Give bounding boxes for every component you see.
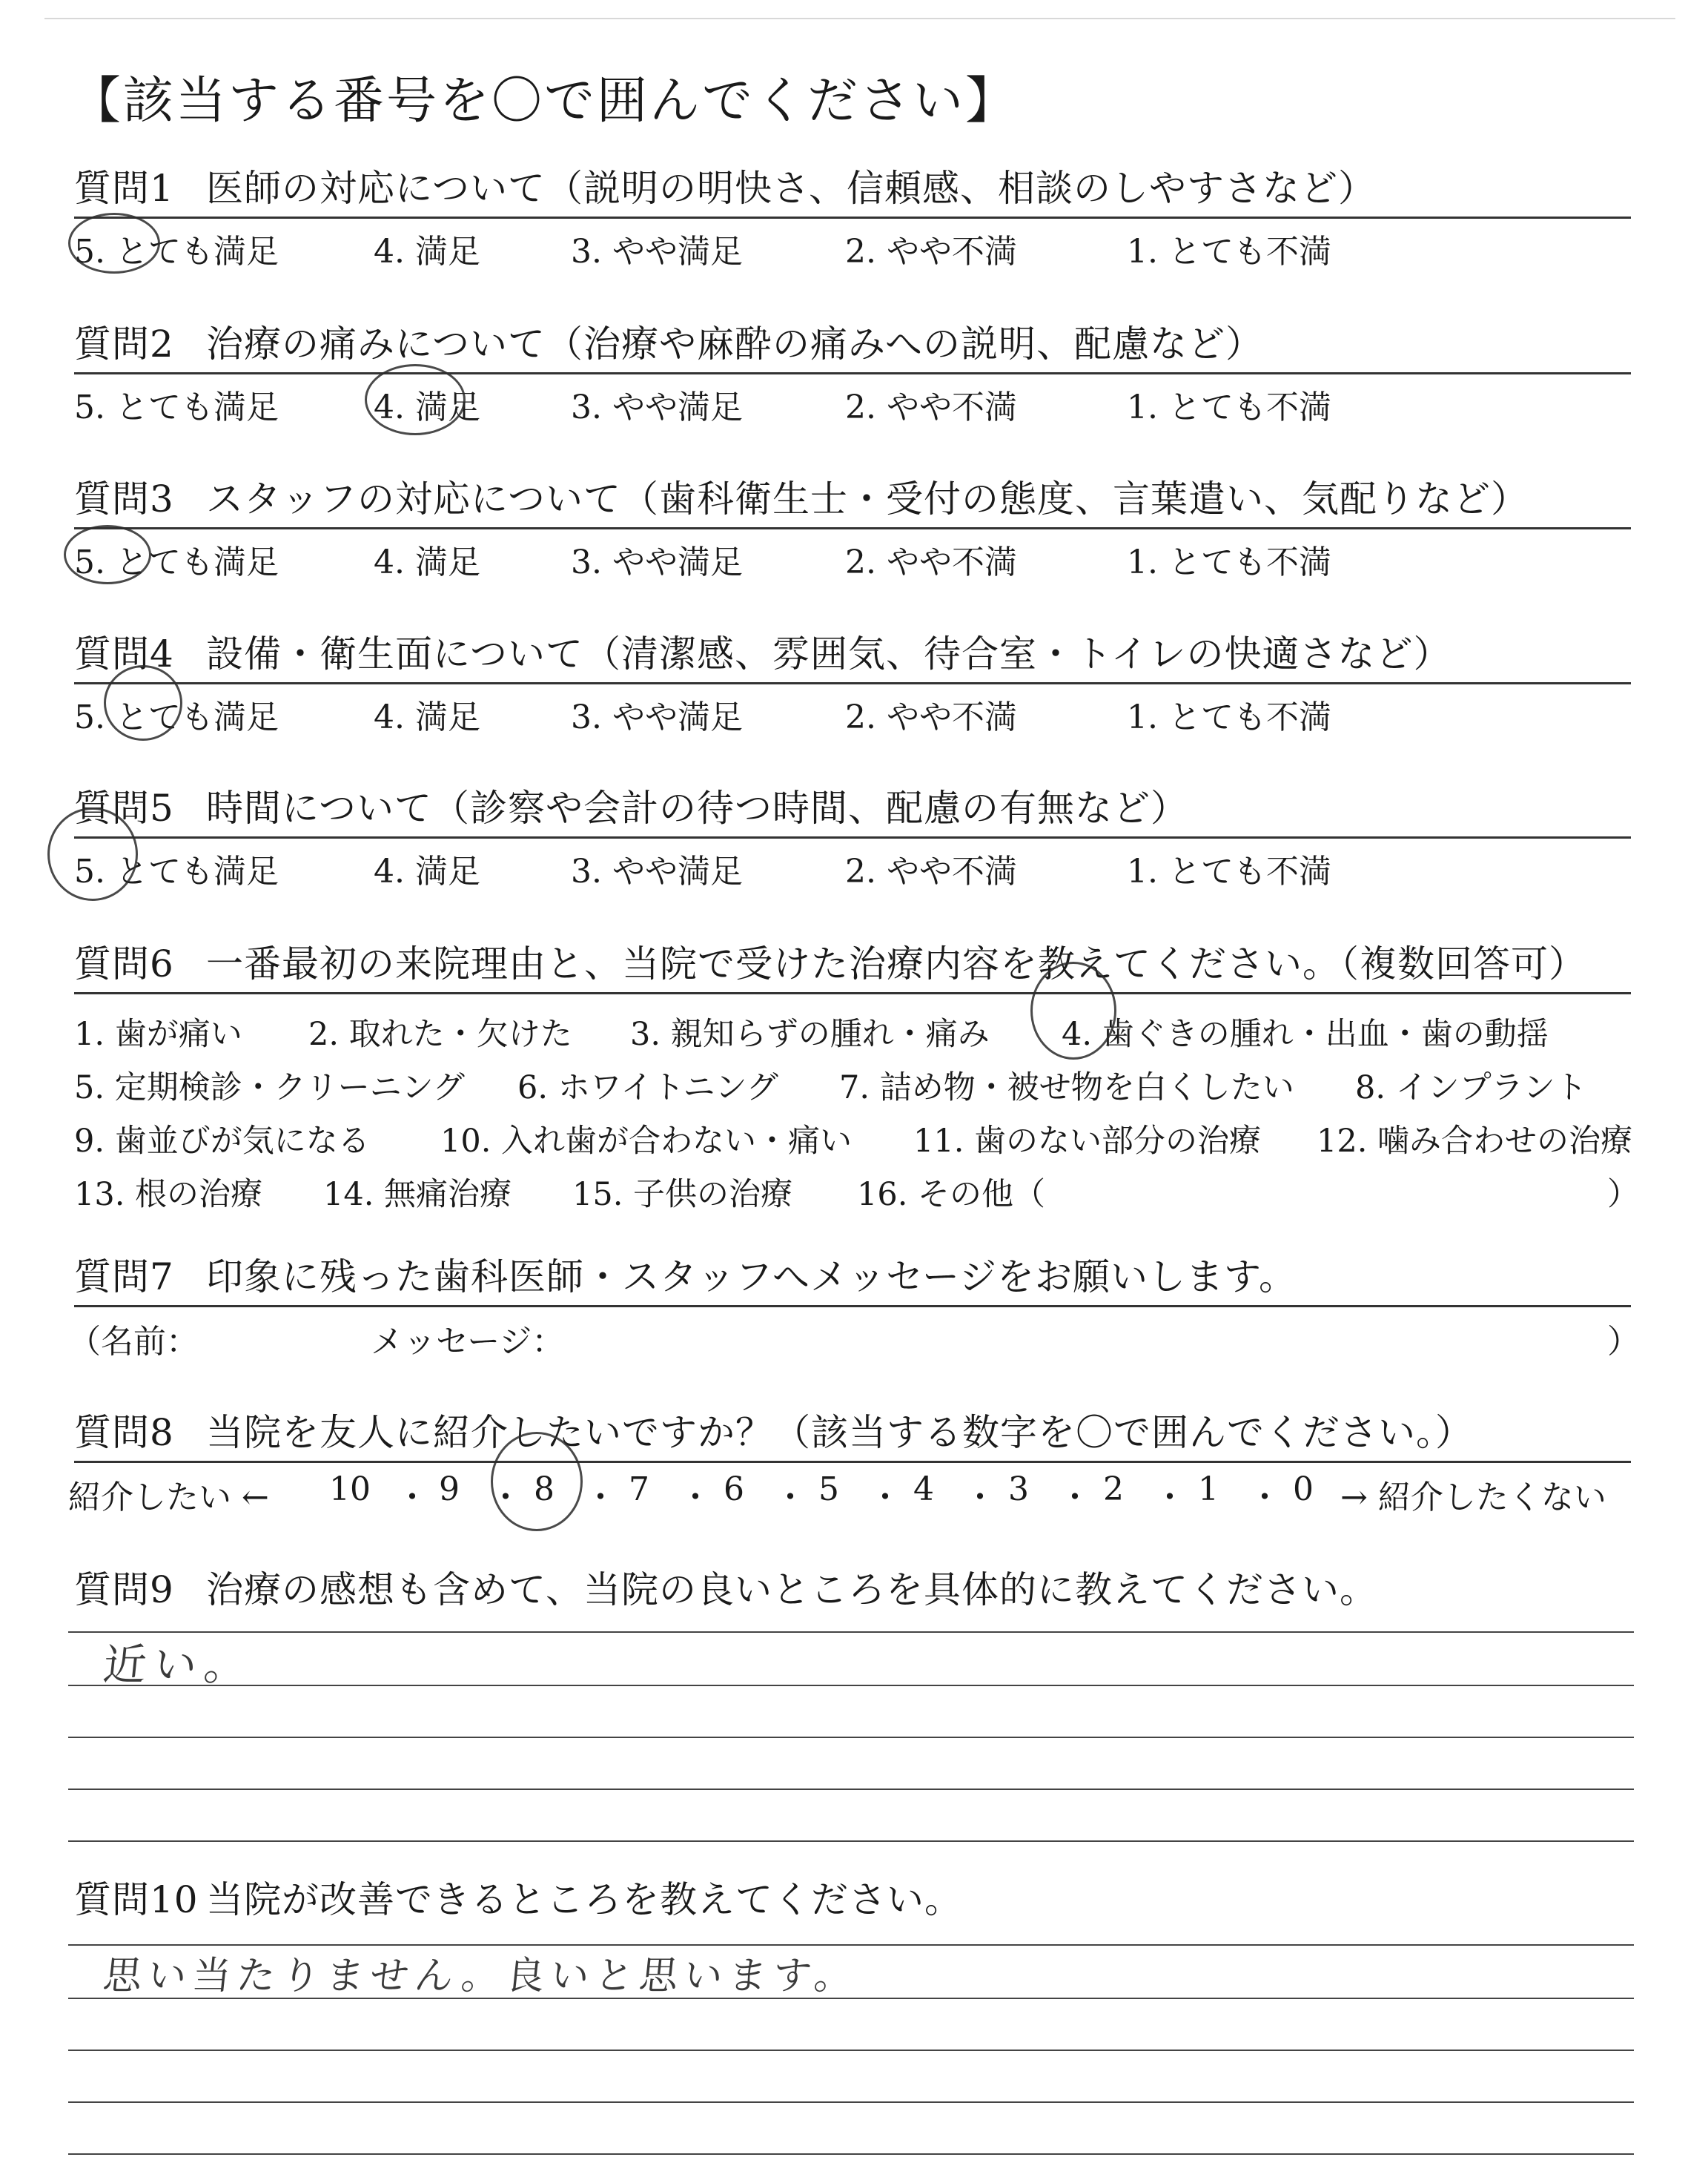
rating-option-4[interactable]: 4. 満足 xyxy=(374,389,480,426)
rating-option-2[interactable]: 2. やや不満 xyxy=(845,389,1017,426)
scale-separator: ・ xyxy=(1059,1479,1091,1516)
scale-separator: ・ xyxy=(489,1479,522,1516)
reason-options-grid xyxy=(74,994,1639,1217)
answer-line xyxy=(68,2101,1634,2103)
rating-option-5[interactable]: 5. とても満足 xyxy=(74,544,279,581)
question-10-header xyxy=(74,1876,1631,1928)
question-text: 当院が改善できるところを教えてください。 xyxy=(206,1878,962,1921)
reason-option-2[interactable]: 2. 取れた・欠けた xyxy=(308,1016,572,1053)
scale-value-1[interactable]: 1 xyxy=(1198,1470,1219,1508)
handwritten-answer-q10: 思い当たりません。良いと思います。 xyxy=(101,1954,861,1998)
reason-option-9[interactable]: 9. 歯並びが気になる xyxy=(74,1123,370,1160)
question-8 xyxy=(68,1409,1631,1516)
rating-option-2[interactable]: 2. やや不満 xyxy=(845,233,1017,271)
question-number: 質問6 xyxy=(74,942,174,985)
question-2-header xyxy=(74,320,1631,374)
reason-option-3[interactable]: 3. 親知らずの腫れ・痛み xyxy=(630,1016,990,1053)
recommend-scale xyxy=(68,1463,1631,1516)
answer-line xyxy=(68,2153,1634,2155)
message-label: メッセージ： xyxy=(371,1323,565,1361)
reason-option-12[interactable]: 12. 噛み合わせの治療 xyxy=(1317,1123,1633,1160)
reason-option-8[interactable]: 8. インプラント xyxy=(1355,1069,1587,1106)
scale-separator: ・ xyxy=(1153,1479,1186,1516)
scale-value-0[interactable]: 0 xyxy=(1293,1470,1314,1508)
reason-option-14[interactable]: 14. 無痛治療 xyxy=(323,1176,512,1213)
message-close-paren: ） xyxy=(1607,1323,1640,1361)
rating-options xyxy=(74,839,1631,891)
rating-option-1[interactable]: 1. とても不満 xyxy=(1127,853,1331,891)
rating-option-4[interactable]: 4. 満足 xyxy=(374,698,480,736)
question-number: 質問9 xyxy=(74,1568,174,1611)
scale-value-7[interactable]: 7 xyxy=(629,1470,649,1508)
question-1 xyxy=(74,165,1631,271)
rating-option-3[interactable]: 3. やや満足 xyxy=(571,233,743,271)
question-text: スタッフの対応について（歯科衛生士・受付の態度、言葉遣い、気配りなど） xyxy=(206,478,1529,521)
rating-options xyxy=(74,374,1631,426)
question-10 xyxy=(74,1876,1631,1928)
question-text: 医師の対応について（説明の明快さ、信頼感、相談のしやすさなど） xyxy=(206,167,1376,210)
question-number: 質問1 xyxy=(74,167,174,210)
question-6 xyxy=(74,940,1639,1217)
rating-option-3[interactable]: 3. やや満足 xyxy=(571,544,743,581)
question-4 xyxy=(74,630,1631,736)
rating-option-3[interactable]: 3. やや満足 xyxy=(571,389,743,426)
rating-option-2[interactable]: 2. やや不満 xyxy=(845,853,1017,891)
scale-value-6[interactable]: 6 xyxy=(724,1470,744,1508)
question-7 xyxy=(68,1253,1640,1361)
answer-line xyxy=(68,1840,1634,1842)
form-title: 【該当する番号を〇で囲んでください】 xyxy=(70,72,1019,131)
scale-separator: ・ xyxy=(869,1479,901,1516)
question-number: 質問7 xyxy=(74,1255,174,1298)
question-9 xyxy=(74,1566,1631,1618)
question-4-header xyxy=(74,630,1631,684)
handwritten-answer-q9: 近い。 xyxy=(100,1639,258,1690)
circle-mark xyxy=(104,665,182,741)
reason-option-15[interactable]: 15. 子供の治療 xyxy=(572,1176,793,1213)
rating-option-4[interactable]: 4. 満足 xyxy=(374,544,480,581)
reason-option-1[interactable]: 1. 歯が痛い xyxy=(74,1016,242,1053)
scale-separator: ・ xyxy=(679,1479,712,1516)
circle-mark xyxy=(365,364,466,435)
circle-mark xyxy=(491,1432,583,1531)
scale-right-label: → 紹介したくない xyxy=(1340,1479,1606,1516)
question-8-header xyxy=(74,1409,1631,1463)
rating-option-5[interactable]: 5. とても満足 xyxy=(74,389,279,426)
circle-mark xyxy=(47,807,138,901)
rating-option-5[interactable]: 5. とても満足 xyxy=(74,698,279,736)
scale-separator: ・ xyxy=(1248,1479,1281,1516)
name-label: （名前： xyxy=(68,1323,199,1361)
rating-options xyxy=(74,219,1631,271)
reason-option-13[interactable]: 13. 根の治療 xyxy=(74,1176,263,1213)
rating-option-4[interactable]: 4. 満足 xyxy=(374,853,480,891)
rating-option-3[interactable]: 3. やや満足 xyxy=(571,853,743,891)
rating-options xyxy=(74,684,1631,736)
question-number: 質問3 xyxy=(74,478,174,521)
question-3 xyxy=(74,475,1631,581)
question-5-header xyxy=(74,785,1631,839)
rating-option-2[interactable]: 2. やや不満 xyxy=(845,698,1017,736)
rating-option-1[interactable]: 1. とても不満 xyxy=(1127,389,1331,426)
reason-option-16[interactable]: 16. その他（ xyxy=(857,1176,1046,1213)
scale-value-10[interactable]: 10 xyxy=(329,1470,371,1508)
reason-option-10[interactable]: 10. 入れ歯が合わない・痛い xyxy=(440,1123,853,1160)
question-text: 治療の感想も含めて、当院の良いところを具体的に教えてください。 xyxy=(206,1568,1377,1611)
scale-separator: ・ xyxy=(584,1479,617,1516)
rating-option-4[interactable]: 4. 満足 xyxy=(374,233,480,271)
question-number: 質問8 xyxy=(74,1411,174,1454)
rating-option-1[interactable]: 1. とても不満 xyxy=(1127,544,1331,581)
question-number: 質問2 xyxy=(74,323,174,366)
reason-option-11[interactable]: 11. 歯のない部分の治療 xyxy=(913,1123,1262,1160)
question-text: 当院を友人に紹介したいですか？（該当する数字を〇で囲んでください。） xyxy=(206,1411,1473,1454)
rating-option-5[interactable]: 5. とても満足 xyxy=(74,233,279,271)
question-7-header xyxy=(74,1253,1631,1307)
rating-option-2[interactable]: 2. やや不満 xyxy=(845,544,1017,581)
scale-value-9[interactable]: 9 xyxy=(439,1470,460,1508)
reason-option-7[interactable]: 7. 詰め物・被せ物を白くしたい xyxy=(839,1069,1294,1106)
rating-option-5[interactable]: 5. とても満足 xyxy=(74,853,279,891)
rating-option-3[interactable]: 3. やや満足 xyxy=(571,698,743,736)
top-edge-line xyxy=(44,18,1675,19)
question-6-header xyxy=(74,940,1631,994)
scale-left-label: 紹介したい ← xyxy=(68,1479,269,1516)
question-3-header xyxy=(74,475,1631,529)
circle-mark xyxy=(64,525,151,584)
question-2 xyxy=(74,320,1631,426)
scale-separator: ・ xyxy=(964,1479,996,1516)
question-text: 設備・衛生面について（清潔感、雰囲気、待合室・トイレの快適さなど） xyxy=(206,633,1452,676)
reason-option-4[interactable]: 4. 歯ぐきの腫れ・出血・歯の動揺 xyxy=(1062,1016,1549,1053)
question-number: 質問10 xyxy=(74,1878,199,1921)
scale-value-5[interactable]: 5 xyxy=(818,1470,839,1508)
scale-separator: ・ xyxy=(774,1479,807,1516)
answer-line xyxy=(68,1737,1634,1738)
scale-value-2[interactable]: 2 xyxy=(1103,1470,1124,1508)
scale-separator: ・ xyxy=(396,1479,428,1516)
question-number: 質問4 xyxy=(74,633,174,676)
answer-line xyxy=(68,2050,1634,2051)
circle-mark xyxy=(68,213,160,274)
rating-option-1[interactable]: 1. とても不満 xyxy=(1127,698,1331,736)
question-1-header xyxy=(74,165,1631,219)
question-number: 質問5 xyxy=(74,787,174,830)
rating-options xyxy=(74,529,1631,581)
question-text: 時間について（診察や会計の待つ時間、配慮の有無など） xyxy=(206,787,1188,830)
scale-value-4[interactable]: 4 xyxy=(913,1470,934,1508)
scale-value-8[interactable]: 8 xyxy=(534,1470,555,1508)
message-line xyxy=(68,1307,1640,1361)
other-close-paren: ） xyxy=(1607,1176,1639,1213)
question-text: 一番最初の来院理由と、当院で受けた治療内容を教えてください。（複数回答可） xyxy=(206,942,1586,985)
answer-line xyxy=(68,1685,1634,1686)
question-5 xyxy=(74,785,1631,891)
answer-line xyxy=(68,1631,1634,1633)
question-text: 印象に残った歯科医師・スタッフへメッセージをお願いします。 xyxy=(206,1255,1297,1298)
reason-option-5[interactable]: 5. 定期検診・クリーニング xyxy=(74,1069,465,1106)
answer-line xyxy=(68,1789,1634,1790)
circle-mark xyxy=(1030,962,1116,1060)
scale-value-3[interactable]: 3 xyxy=(1008,1470,1029,1508)
question-9-header xyxy=(74,1566,1631,1618)
rating-option-1[interactable]: 1. とても不満 xyxy=(1127,233,1331,271)
question-text: 治療の痛みについて（治療や麻酔の痛みへの説明、配慮など） xyxy=(206,323,1263,366)
reason-option-6[interactable]: 6. ホワイトニング xyxy=(517,1069,778,1106)
